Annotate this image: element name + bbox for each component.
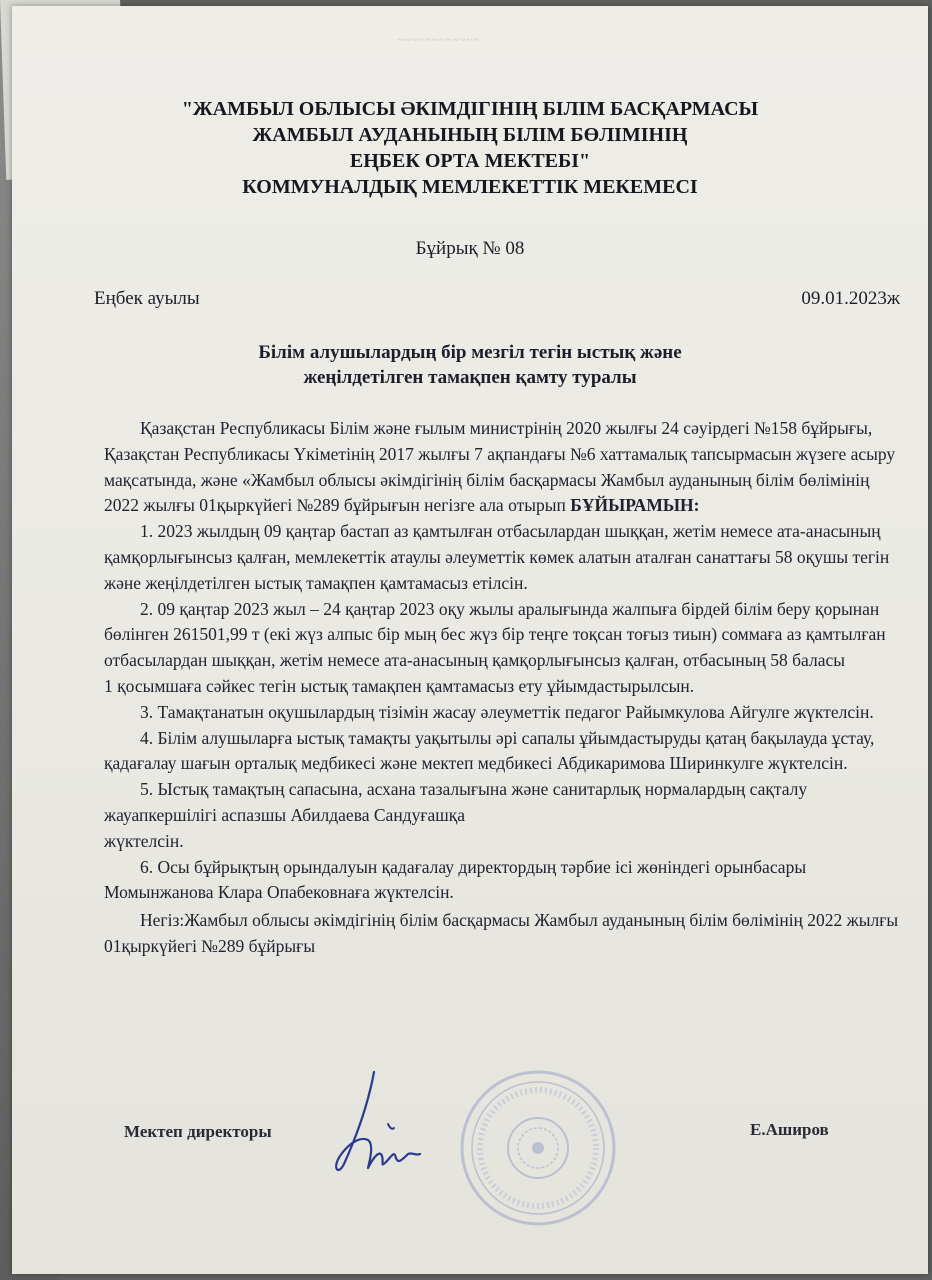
order-item-2-continuation: 1 қосымшаға сәйкес тегін ыстық тамақпен қамтамасыз ету ұйымдастырылсын. (104, 675, 695, 696)
date: 09.01.2023ж (801, 288, 900, 309)
basis-note: Негіз:Жамбыл облысы әкімдігінің білім басқармасы Жамбыл ауданының білім бөлімінің 2022 жылғы 01қыркүйегі №289 бұйрығы (104, 910, 899, 956)
official-stamp (458, 1068, 618, 1228)
bleed-through-text: ~~~~~~~~~~~~ (397, 34, 481, 46)
order-item-4: 4. Білім алушыларға ыстық тамақты уақытылы әрі сапалы ұйымдастыруды қатаң бақылауда ұстау, қадағалау шағын орталық медбикесі және мектеп медбикесі Абдикаримова Ширинкулге жүктелсін. (104, 727, 875, 774)
header-line-4: КОММУНАЛДЫҚ МЕМЛЕКЕТТІК МЕКЕМЕСІ (242, 176, 698, 198)
command-word: БҰЙЫРАМЫН: (570, 495, 700, 516)
order-body (104, 416, 904, 960)
subject-line-2: жеңілдетілген тамақпен қамту туралы (303, 367, 637, 388)
place: Еңбек ауылы (94, 288, 200, 309)
header-line-3: ЕҢБЕК ОРТА МЕКТЕБІ" (349, 150, 591, 172)
header-line-1: "ЖАМБЫЛ ОБЛЫСЫ ӘКІМДІГІНІҢ БІЛІМ БАСҚАРМАСЫ (181, 98, 759, 120)
organization-header (12, 96, 928, 200)
subject-line-1: Білім алушылардың бір мезгіл тегін ыстық және (258, 342, 682, 363)
order-item-1: 1. 2023 жылдың 09 қаңтар бастап аз қамтылған отбасылардан шыққан, жетім немесе ата-анасының қамқорлығынсыз қалған, мемлекеттік атаулы әлеуметтік көмек алатын аталған санаттағы 58 оқушы тегін және жеңілдетілген ыстық тамақпен қамтамасыз етілсін. (104, 521, 890, 593)
order-item-5: 5. Ыстық тамақтың сапасына, асхана тазалығына және санитарлық нормалардың сақталу жауапкершілігі аспазшы Абилдаева Сандуғашқа (104, 779, 808, 825)
preamble-paragraph (104, 416, 904, 519)
signer-name: Е.Аширов (750, 1120, 829, 1139)
order-item-3: 3. Тамақтанатын оқушылардың тізімін жасау әлеуметтік педагог Райымкулова Айгулге жүктелсін. (140, 701, 874, 722)
order-item-5-continuation: жүктелсін. (104, 830, 184, 851)
order-subject (12, 340, 928, 390)
preamble-text: Қазақстан Республикасы Білім және ғылым министрінің 2020 жылғы 24 сәуірдегі №158 бұйрығы, Қазақстан Республикасы Үкіметінің 2017 жылғы 7 ақпандағы №6 хаттамалық тапсырмасын жүзеге асыру мақсатында, және «Жамбыл облысы әкімдігінің білім басқармасы Жамбыл ауданының білім бөлімінің 2022 жылғы 01қыркүйегі №289 бұйрығын негізге ала отырып (104, 418, 896, 516)
order-item-6: 6. Осы бұйрықтың орындалуын қадағалау директордың тәрбие ісі жөніндегі орынбасары Момынжанова Клара Опабековнаға жүктелсін. (104, 856, 807, 903)
order-item-2: 2. 09 қаңтар 2023 жыл – 24 қаңтар 2023 оқу жылы аралығында жалпыға бірдей білім беру қорынан бөлінген 261501,99 т (екі жүз алпыс бір мың бес жүз бір теңге тоқсан тоғыз тиын) соммаға аз қамтылған отбасылардан шыққан, жетім немесе ата-анасының қамқорлығынсыз қалған, отбасының 58 баласы (104, 598, 886, 671)
order-number: Бұйрық № 08 (415, 238, 525, 259)
header-line-2: ЖАМБЫЛ АУДАНЫНЫҢ БІЛІМ БӨЛІМІНІҢ (252, 124, 688, 146)
document-page (12, 6, 928, 1274)
handwritten-signature (322, 1064, 432, 1184)
signer-role: Мектеп директоры (124, 1122, 272, 1141)
